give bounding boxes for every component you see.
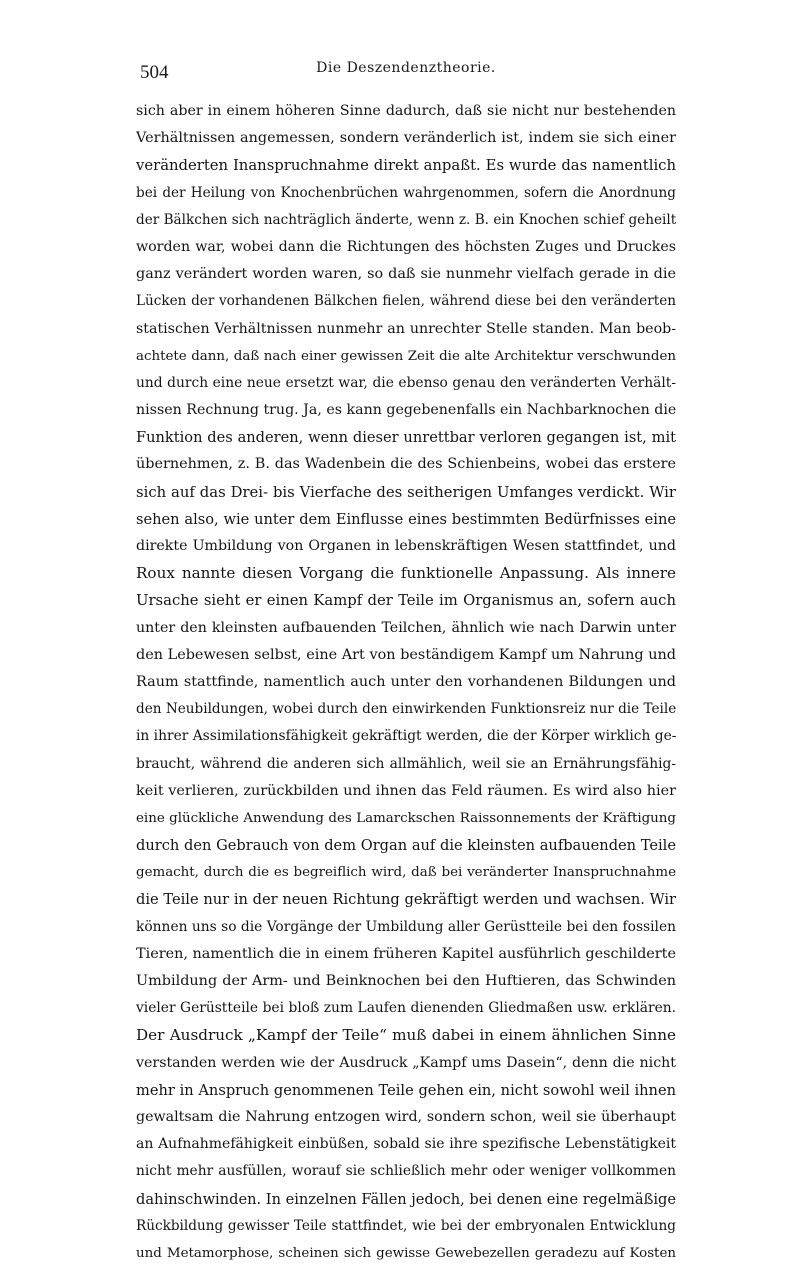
text-line: worden war, wobei dann die Richtungen des höchsten Zuges und Druckes bbox=[136, 238, 676, 255]
text-line: Lücken der vorhandenen Bälkchen fielen, während diese bei den veränderten bbox=[136, 293, 676, 310]
text-line: die Teile nur in der neuen Richtung gekräftigt werden und wachsen. Wir bbox=[136, 891, 676, 909]
text-line: veränderten Inanspruchnahme direkt anpaßt. Es wurde das namentlich bbox=[136, 157, 676, 175]
text-line: den Neubildungen, wobei durch den einwirkenden Funktionsreiz nur die Teile bbox=[136, 701, 676, 718]
text-line: und durch eine neue ersetzt war, die ebenso genau den veränderten Verhält- bbox=[136, 374, 676, 391]
running-title: Die Deszendenztheorie. bbox=[316, 60, 496, 76]
text-line: ganz verändert worden waren, so daß sie nunmehr vielfach gerade in die bbox=[136, 266, 676, 283]
text-line: verstanden werden wie der Ausdruck „Kampf ums Dasein“, denn die nicht bbox=[136, 1054, 676, 1071]
body-text bbox=[136, 98, 676, 1267]
text-line: gewaltsam die Nahrung entzogen wird, sondern schon, weil sie überhaupt bbox=[136, 1108, 676, 1125]
text-line: bei der Heilung von Knochenbrüchen wahrgenommen, sofern die Anordnung bbox=[136, 184, 676, 201]
text-line: sich aber in einem höheren Sinne dadurch, daß sie nicht nur bestehenden bbox=[136, 103, 676, 119]
text-line: Raum stattfinde, namentlich auch unter den vorhandenen Bildungen und bbox=[136, 673, 676, 690]
text-line: unter den kleinsten aufbauenden Teilchen, ähnlich wie nach Darwin unter bbox=[136, 619, 676, 636]
text-line: vieler Gerüstteile bei bloß zum Laufen dienenden Gliedmaßen usw. erklären. bbox=[136, 1000, 676, 1017]
text-line: gemacht, durch die es begreiflich wird, daß bei veränderter Inanspruchnahme bbox=[136, 865, 676, 881]
text-line: in ihrer Assimilationsfähigkeit gekräftigt werden, die der Körper wirklich ge- bbox=[136, 728, 676, 745]
text-line: durch den Gebrauch von dem Organ auf die kleinsten aufbauenden Teile bbox=[136, 837, 676, 855]
text-line: den Lebewesen selbst, eine Art von beständigem Kampf um Nahrung und bbox=[136, 646, 676, 663]
text-line: Ursache sieht er einen Kampf der Teile im Organismus an, sofern auch bbox=[136, 592, 676, 610]
text-line: übernehmen, z. B. das Wadenbein die des Schienbeins, wobei das erstere bbox=[136, 456, 676, 473]
text-line: eine glückliche Anwendung des Lamarckschen Raissonnements der Kräftigung bbox=[136, 810, 676, 826]
text-line: nissen Rechnung trug. Ja, es kann gegebenenfalls ein Nachbarknochen die bbox=[136, 402, 676, 419]
text-line: mehr in Anspruch genommenen Teile gehen ein, nicht sowohl weil ihnen bbox=[136, 1081, 676, 1099]
text-line: Verhältnissen angemessen, sondern veränderlich ist, indem sie sich einer bbox=[136, 130, 676, 147]
text-line: und Metamorphose, scheinen sich gewisse Gewebezellen geradezu auf Kosten bbox=[136, 1245, 676, 1261]
text-line: statischen Verhältnissen nunmehr an unrechter Stelle standen. Man beob- bbox=[136, 320, 676, 337]
text-line: Roux nannte diesen Vorgang die funktionelle Anpassung. Als innere bbox=[136, 564, 676, 583]
text-line: Rückbildung gewisser Teile stattfindet, wie bei der embryonalen Entwicklung bbox=[136, 1217, 676, 1234]
text-line: Der Ausdruck „Kampf der Teile“ muß dabei in einem ähnlichen Sinne bbox=[136, 1026, 676, 1045]
text-line: Funktion des anderen, wenn dieser unrettbar verloren gegangen ist, mit bbox=[136, 429, 676, 447]
text-line: braucht, während die anderen sich allmählich, weil sie an Ernährungsfähig- bbox=[136, 755, 676, 772]
text-line: dahinschwinden. In einzelnen Fällen jedoch, bei denen eine regelmäßige bbox=[136, 1190, 676, 1208]
text-line: direkte Umbildung von Organen in lebenskräftigen Wesen stattfindet, und bbox=[136, 538, 676, 554]
text-line: Umbildung der Arm- und Beinknochen bei den Huftieren, das Schwinden bbox=[136, 973, 676, 989]
text-line: an Aufnahmefähigkeit einbüßen, sobald sie ihre spezifische Lebenstätigkeit bbox=[136, 1136, 676, 1153]
text-line: der Bälkchen sich nachträglich änderte, wenn z. B. ein Knochen schief geheilt bbox=[136, 211, 676, 228]
text-line: sich auf das Drei- bis Vierfache des seitherigen Umfanges verdickt. Wir bbox=[136, 483, 676, 501]
text-line: können uns so die Vorgänge der Umbildung aller Gerüstteile bei den fossilen bbox=[136, 918, 676, 935]
text-line: sehen also, wie unter dem Einflusse eines bestimmten Bedürfnisses eine bbox=[136, 510, 676, 528]
text-line: nicht mehr ausfüllen, worauf sie schließlich mehr oder weniger vollkommen bbox=[136, 1163, 676, 1180]
text-line: Tieren, namentlich die in einem früheren Kapitel ausführlich geschilderte bbox=[136, 945, 676, 962]
page-header bbox=[132, 58, 680, 88]
page-number: 504 bbox=[140, 62, 169, 83]
text-line: keit verlieren, zurückbilden und ihnen das Feld räumen. Es wird also hier bbox=[136, 782, 676, 799]
text-line: achtete dann, daß nach einer gewissen Zeit die alte Architektur verschwunden bbox=[136, 348, 676, 364]
